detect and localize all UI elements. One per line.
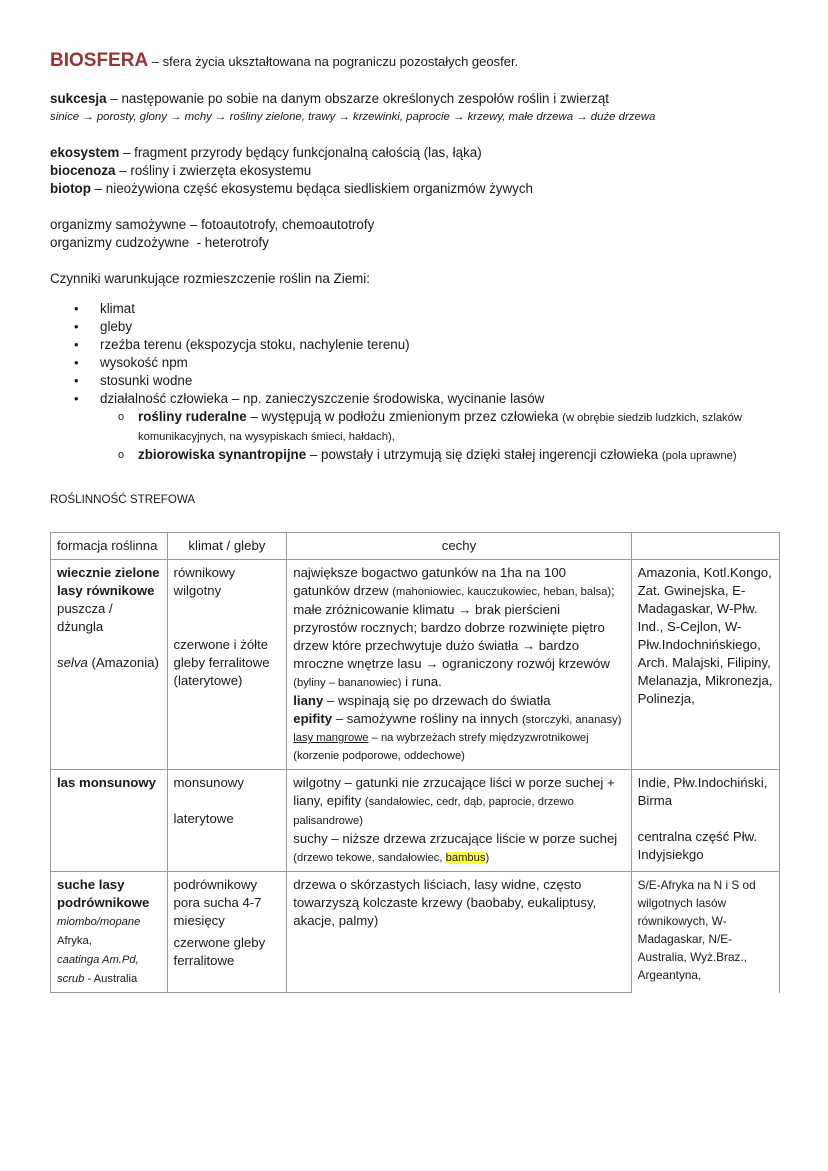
cell-features: największe bogactwo gatunków na 1ha na 100 gatunków drzew (mahoniowiec, kauczukowiec, heban, balsa); małe zróżnicowanie klimatu → brak pierścieni przyrostów rocznych; bardzo dobrze rozwinięte piętro drzew które przechwytuje dużo światła → bardzo mroczne wnętrze lasu → ograniczony rozwój krzewów (byliny – bananowiec) i runa. liany – wspinają się po drzewach do światła epifity – samożywne rośliny na innych (storczyki, ananasy) lasy mangrowe – na wybrzeżach strefy międzyzwrotnikowej (korzenie podporowe, oddechowe) — [287, 560, 631, 770]
zonal-vegetation-table — [50, 532, 780, 993]
title-word: BIOSFERA — [50, 50, 149, 71]
succession-sequence: sinice → porosty, glony → mchy → rośliny zielone, trawy → krzewinki, paprocie → krzewy, małe drzewa → duże drzewa — [50, 111, 656, 123]
definition-ekosystem: ekosystem – fragment przyrody będący funkcjonalną całością (las, łąka) — [50, 145, 482, 160]
title-rest: – sfera życia ukształtowana na pograniczu pozostałych geosfer. — [148, 54, 519, 69]
table-row — [51, 872, 780, 993]
cell-regions: Amazonia, Kotl.Kongo, Zat. Gwinejska, E-Madagaskar, W-Płw. Ind., S-Cejlon, W-Płw.Indochnińskiego, Arch. Malajski, Filipiny, Melanazja, Mikronezja, Polinezja, — [631, 560, 779, 770]
definition-biotop: biotop – nieożywiona część ekosystemu będąca siedliskiem organizmów żywych — [50, 181, 533, 196]
list-item: • wysokość npm — [100, 354, 790, 372]
list-item: • działalność człowieka – np. zanieczyszczenie środowiska, wycinanie lasów o rośliny ruderalne – występują w podłożu zmienionym przez człowieka (w obrębie siedzib ludzkich, szlaków komunikacyjnych, na wysypiskach śmieci, hałdach), o zbiorowiska synantropijne – powstały i utrzymują się dzięki stałej ingerencji człowieka (pola uprawne) — [100, 390, 790, 465]
list-item: • rzeźba terenu (ekspozycja stoku, nachylenie terenu) — [100, 336, 790, 354]
factors-heading: Czynniki warunkujące rozmieszczenie roślin na Ziemi: — [50, 271, 371, 286]
header-features: cechy — [287, 533, 631, 560]
organisms-autotrophs: organizmy samożywne – fotoautotrofy, chemoautotrofy — [50, 217, 375, 232]
header-regions — [631, 533, 779, 560]
cell-features: drzewa o skórzastych liściach, lasy widne, często towarzyszą kolczaste krzewy (baobaby, eukaliptusy, akacje, palmy) — [287, 872, 631, 993]
cell-climate: podrównikowy pora sucha 4-7 miesięcy czerwone gleby ferralitowe — [167, 872, 287, 993]
cell-climate: monsunowy laterytowe — [167, 770, 287, 872]
table-row — [51, 560, 780, 770]
document-page — [50, 50, 790, 985]
highlighted-word: bambus — [445, 852, 486, 864]
factors-list — [50, 300, 790, 465]
list-item: • stosunki wodne — [100, 372, 790, 390]
section-title: ROŚLINNOŚĆ STREFOWA — [50, 493, 196, 506]
succession-term: sukcesja — [50, 91, 107, 106]
cell-regions: Indie, Płw.Indochiński, Birma centralna część Płw. Indyjsiekgo — [631, 770, 779, 872]
cell-climate: równikowy wilgotny czerwone i żółte gleby ferralitowe (laterytowe) — [167, 560, 287, 770]
cell-formation: las monsunowy — [51, 770, 168, 872]
title-line — [50, 50, 790, 73]
cell-regions: S/E-Afryka na N i S od wilgotnych lasów równikowych, W-Madagaskar, N/E-Australia, Wyż.Braz., Argeantyna, — [631, 872, 779, 993]
list-item: • klimat — [100, 300, 790, 318]
human-impact-sublist — [100, 408, 790, 465]
sublist-item: o rośliny ruderalne – występują w podłożu zmienionym przez człowieka (w obrębie siedzib ludzkich, szlaków komunikacyjnych, na wysypiskach śmieci, hałdach), — [138, 408, 790, 446]
cell-formation: suche lasy podrównikowe miombo/mopane Afryka, caatinga Am.Pd, scrub - Australia — [51, 872, 168, 993]
definition-biocenoza: biocenoza – rośliny i zwierzęta ekosystemu — [50, 163, 312, 178]
header-formation: formacja roślinna — [51, 533, 168, 560]
cell-features: wilgotny – gatunki nie zrzucające liści w porze suchej + liany, epifity (sandałowiec, cedr, dąb, paprocie, drzewo palisandrowe) suchy – niższe drzewa zrzucające liście w porze suchej (drzewo tekowe, sandałowiec, bambus) — [287, 770, 631, 872]
table-header-row — [51, 533, 780, 560]
list-item: • gleby — [100, 318, 790, 336]
header-climate: klimat / gleby — [167, 533, 287, 560]
organisms-heterotrophs: organizmy cudzożywne - heterotrofy — [50, 235, 269, 250]
succession-definition: sukcesja – następowanie po sobie na danym obszarze określonych zespołów roślin i zwierząt — [50, 91, 610, 106]
cell-formation: wiecznie zielone lasy równikowe puszcza / dżungla selva (Amazonia) — [51, 560, 168, 770]
table-row — [51, 770, 780, 872]
sublist-item: o zbiorowiska synantropijne – powstały i utrzymują się dzięki stałej ingerencji człowieka (pola uprawne) — [138, 446, 790, 465]
